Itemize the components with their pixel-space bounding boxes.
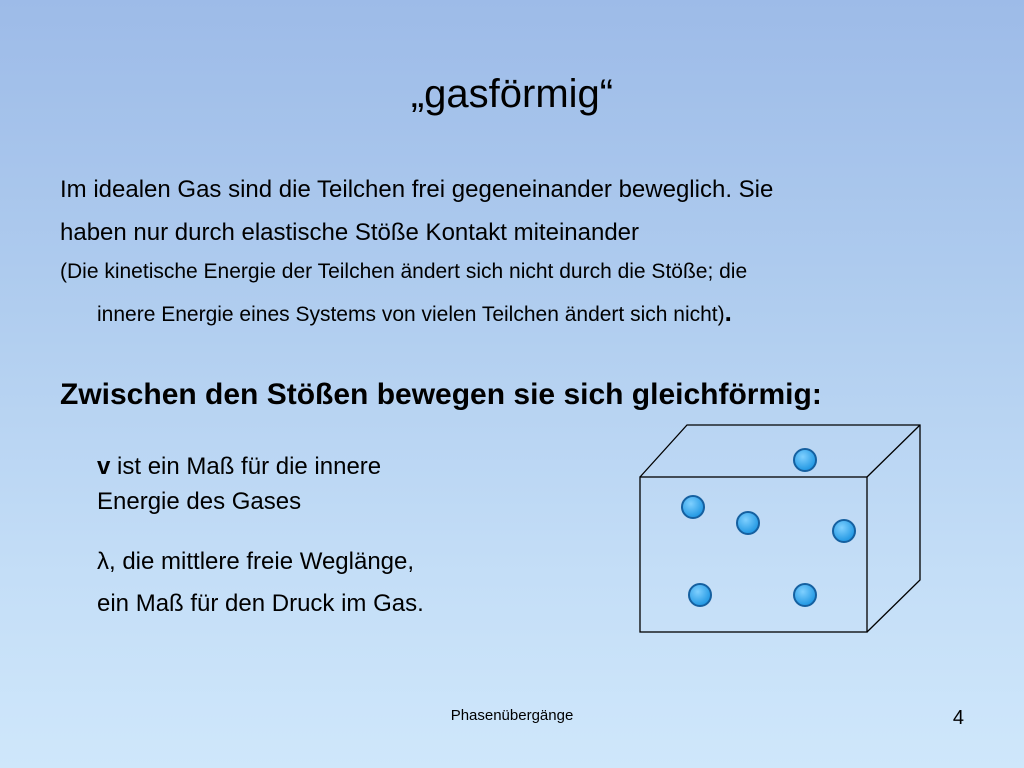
- note-end-dot: .: [724, 297, 732, 327]
- intro-line-2: haben nur durch elastische Stöße Kontakt miteinander: [60, 219, 640, 246]
- velocity-text: ist ein Maß für die innere: [110, 453, 382, 480]
- particle: [833, 520, 855, 542]
- particle: [682, 496, 704, 518]
- free-path-line-1: λ, die mittlere freie Weglänge,: [97, 548, 415, 575]
- particle: [737, 512, 759, 534]
- free-path-line-2: ein Maß für den Druck im Gas.: [97, 590, 424, 617]
- note-line-2: [97, 297, 732, 328]
- box-outline: [640, 425, 920, 632]
- slide-title: „gasförmig“: [410, 72, 614, 116]
- particle: [794, 584, 816, 606]
- note-line-2-text: innere Energie eines Systems von vielen Teilchen ändert sich nicht): [97, 303, 725, 326]
- particle: [689, 584, 711, 606]
- particle: [794, 449, 816, 471]
- velocity-line-2: Energie des Gases: [97, 488, 302, 515]
- gas-box-illustration: [630, 415, 930, 640]
- footer-label: Phasenübergänge: [450, 707, 574, 724]
- note-line-1: (Die kinetische Energie der Teilchen ändert sich nicht durch die Stöße; die: [60, 260, 748, 283]
- intro-line-1: Im idealen Gas sind die Teilchen frei gegeneinander beweglich. Sie: [60, 176, 774, 203]
- section-heading: Zwischen den Stößen bewegen sie sich gleichförmig:: [60, 378, 822, 411]
- page-number: 4: [952, 707, 964, 729]
- velocity-symbol: v: [97, 453, 111, 480]
- velocity-line-1: [97, 453, 381, 481]
